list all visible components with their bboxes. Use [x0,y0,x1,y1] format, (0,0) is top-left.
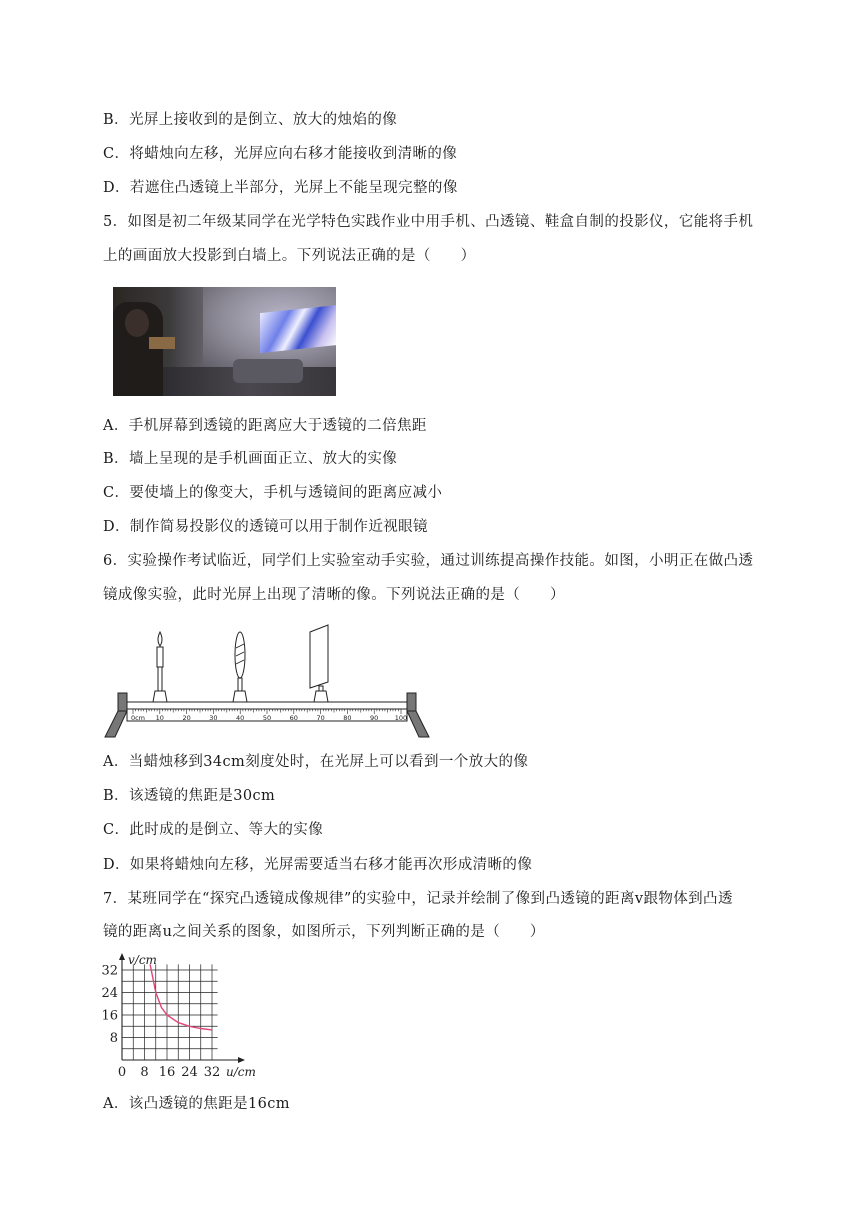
shoebox-projector [149,337,175,349]
y-tick-label: 24 [101,986,118,1001]
bench-tick-label: 30 [209,714,218,722]
bench-tick-label: 10 [155,714,164,722]
bench-tick-label: 0cm [130,714,146,722]
x-axis-label: u/cm [226,1065,256,1079]
candle [157,632,163,691]
y-axis-label: v/cm [128,953,157,967]
bench-tick-label: 90 [370,714,379,722]
question-5-line-1: 5．如图是初二年级某同学在光学特色实践作业中用手机、凸透镜、鞋盒自制的投影仪，它能将手机 [103,214,754,230]
option-6c: C．此时成的是倒立、等大的实像 [103,822,324,838]
v-u-graph [100,950,275,1085]
option-6b: B．该透镜的焦距是30cm [103,788,276,804]
option-5c: C．要使墙上的像变大，手机与透镜间的距离应减小 [103,485,443,501]
question-7-line-1: 7．某班同学在“探究凸透镜成像规律”的实验中，记录并绘制了像到凸透镜的距离v跟物体到凸透 [103,891,733,907]
option-4b: B．光屏上接收到的是倒立、放大的烛焰的像 [103,112,398,128]
bench-tick-label: 20 [182,714,191,722]
x-tick-label: 16 [158,1065,176,1080]
convex-lens [235,632,245,691]
x-tick-label: 8 [140,1065,149,1080]
y-tick-label: 32 [101,963,118,979]
y-tick-label: 8 [109,1031,118,1046]
option-5b: B．墙上呈现的是手机画面正立、放大的实像 [103,451,398,467]
x-tick-label: 24 [181,1065,198,1080]
bench-tick-label: 50 [262,714,272,722]
option-6d: D．如果将蜡烛向左移，光屏需要适当右移才能再次形成清晰的像 [103,857,533,873]
y-tick-label: 16 [101,1008,118,1024]
question-5-line-2: 上的画面放大投影到白墙上。下列说法正确的是（ ） [103,248,476,264]
bench-tick-label: 70 [316,714,325,722]
question-6-line-1: 6．实验操作考试临近，同学们上实验室动手实验，通过训练提高操作技能。如图，小明正在做凸透 [103,553,754,569]
x-tick-label: 0 [117,1065,127,1080]
bench-tick-label: 60 [289,714,298,722]
projector-photo [113,287,336,396]
option-5a: A．手机屏幕到透镜的距离应大于透镜的二倍焦距 [103,418,427,434]
bench-tick-label: 80 [343,714,352,722]
v-u-curve [150,964,212,1030]
bench-tick-label: 40 [236,714,245,722]
question-7-line-2: 镜的距离u之间关系的图象，如图所示，下列判断正确的是（ ） [103,924,545,940]
option-7a: A．该凸透镜的焦距是16cm [103,1096,290,1112]
option-4d: D．若遮住凸透镜上半部分，光屏上不能呈现完整的像 [103,180,458,196]
bench-tick-label: 100 [394,714,408,722]
light-screen [310,625,328,692]
optical-rail [127,702,407,709]
projected-image [260,305,336,353]
optical-bench-figure [103,620,433,738]
option-4c: C．将蜡烛向左移，光屏应向右移才能接收到清晰的像 [103,146,458,162]
x-tick-label: 32 [203,1065,221,1080]
option-5d: D．制作简易投影仪的透镜可以用于制作近视眼镜 [103,519,428,535]
question-6-line-2: 镜成像实验，此时光屏上出现了清晰的像。下列说法正确的是（ ） [103,587,565,603]
option-6a: A．当蜡烛移到34cm刻度处时，在光屏上可以看到一个放大的像 [103,754,529,770]
